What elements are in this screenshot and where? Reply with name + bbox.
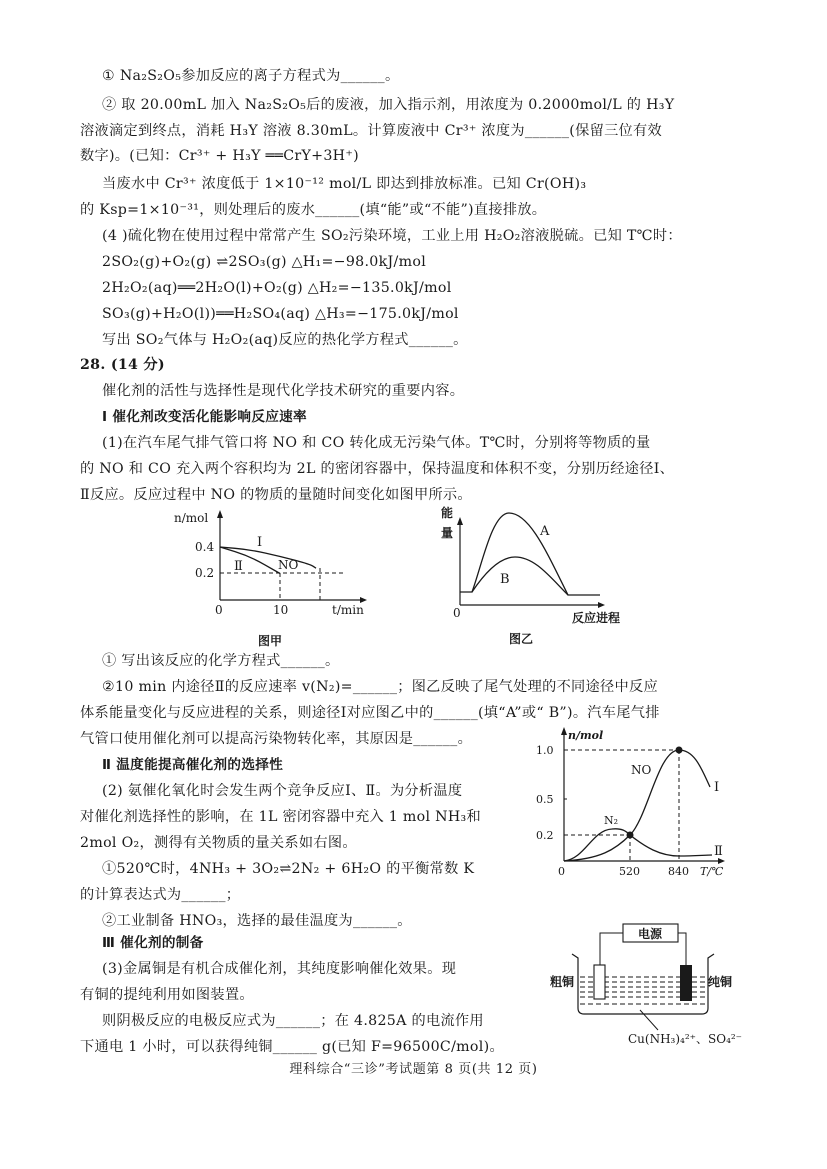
p2-q1b: 的计算表达式为______；	[80, 887, 241, 903]
q4-eq3: SO₃(g)+H₂O(l))══H₂SO₄(aq) △H₃=−175.0kJ/mol	[102, 306, 459, 322]
q3-sub2a: ② 取 20.00mL 加入 Na₂S₂O₅后的废液，加入指示剂，用浓度为 0.2000mol/L 的 H₃Y	[102, 97, 675, 113]
x-tick-520: 520	[619, 865, 640, 878]
y-axis-arrow-icon	[217, 510, 223, 518]
intersection-point-520	[627, 832, 634, 839]
p1-q2c: 气管口使用催化剂可以提高污染物转化率，其原因是______。	[80, 731, 473, 747]
origin-label: 0	[558, 865, 565, 878]
label-I: Ⅰ	[257, 535, 263, 550]
p3a: (3)金属铜是有机合成催化剂，其纯度影响催化效果。现	[102, 961, 457, 977]
p2b: 对催化剂选择性的影响，在 1L 密闭容器中充入 1 mol NH₃和	[80, 809, 481, 825]
x-axis-label: T/℃	[700, 865, 724, 878]
curve-B	[472, 557, 568, 595]
y-axis-label-1: 能	[441, 506, 454, 520]
pure-copper-electrode	[680, 965, 692, 1001]
x-axis-arrow-icon	[598, 602, 605, 608]
p1-q2a: ②10 min 内途径Ⅱ的反应速率 v(N₂)=______；图乙反映了尾气处理的不同途径中反应	[102, 679, 658, 695]
label-B: B	[500, 572, 510, 587]
y-axis-label: n/mol	[568, 729, 604, 742]
curve-N2	[564, 829, 712, 861]
y-tick-0.4: 0.4	[195, 540, 215, 554]
section-1-title: Ⅰ 催化剂改变活化能影响反应速率	[102, 409, 307, 425]
peak-point-840	[676, 747, 683, 754]
power-source-label: 电源	[637, 927, 663, 941]
y-axis-arrow-icon	[561, 727, 567, 735]
wire-right	[678, 933, 686, 965]
label-NO: NO	[631, 763, 652, 777]
label-NO: NO	[278, 558, 299, 572]
p2c: 2mol O₂，测得有关物质的量关系如右图。	[80, 835, 357, 851]
figure-temperature	[530, 725, 760, 885]
p2-q1a: ①520℃时，4NH₃ + 3O₂⇌2N₂ + 6H₂O 的平衡常数 K	[102, 861, 475, 877]
figure-jia	[160, 500, 380, 650]
q3-sub3b: 的 Ksp=1×10⁻³¹，则处理后的废水______(填“能”或“不能”)直接排放。	[80, 202, 547, 218]
q4-ask: 写出 SO₂气体与 H₂O₂(aq)反应的热化学方程式______。	[102, 332, 468, 348]
q28-intro: 催化剂的活性与选择性是现代化学技术研究的重要内容。	[102, 383, 465, 399]
p3-q1a: 则阴极反应的电极反应式为______；在 4.825A 的电流作用	[102, 1013, 484, 1029]
label-II: Ⅱ	[714, 844, 723, 859]
leader-line	[640, 1010, 658, 1030]
y-tick-0.2: 0.2	[536, 829, 554, 842]
caption-yi: 图乙	[509, 632, 534, 646]
p1-q2b: 体系能量变化与反应进程的关系，则途径Ⅰ对应图乙中的______(填“A”或“ B”)。汽车尾气排	[80, 705, 660, 721]
q3-sub1: ① Na₂S₂O₅参加反应的离子方程式为______。	[102, 68, 400, 84]
electrolyte-label: Cu(NH₃)₄²⁺、SO₄²⁻	[628, 1032, 743, 1046]
q4-eq1: 2SO₂(g)+O₂(g) ⇌2SO₃(g) △H₁=−98.0kJ/mol	[102, 254, 427, 270]
q28-heading: 28. (14 分)	[80, 357, 165, 373]
q3-sub2b: 溶液滴定到终点，消耗 H₃Y 溶液 8.30mL。计算废液中 Cr³⁺ 浓度为______(保留三位有效	[80, 123, 663, 139]
origin-label: 0	[453, 606, 461, 620]
label-A: A	[540, 524, 550, 539]
label-I: Ⅰ	[714, 780, 720, 795]
series-II-line	[220, 547, 280, 574]
q3-sub2c: 数字)。(已知：Cr³⁺ + H₃Y ══CrY+3H⁺)	[80, 148, 359, 164]
crude-copper-electrode	[594, 965, 605, 999]
q4-intro: (4 )硫化物在使用过程中常常产生 SO₂污染环境，工业上用 H₂O₂溶液脱硫。已知 T℃时：	[102, 228, 682, 244]
p2-q2: ②工业制备 HNO₃，选择的最佳温度为______。	[102, 913, 412, 929]
x-tick-10: 10	[273, 603, 289, 617]
p1-q1: ① 写出该反应的化学方程式______。	[102, 653, 340, 669]
y-tick-1.0: 1.0	[536, 744, 554, 757]
x-tick-840: 840	[668, 865, 689, 878]
crude-copper-label: 粗铜	[550, 975, 575, 989]
p1a: (1)在汽车尾气排气管口将 NO 和 CO 转化成无污染气体。T℃时，分别将等物质的量	[102, 435, 651, 451]
curve-A	[460, 513, 600, 595]
p3b: 有铜的提纯利用如图装置。	[80, 987, 254, 1003]
label-II: Ⅱ	[234, 559, 243, 574]
p2a: (2) 氨催化氧化时会发生两个竞争反应Ⅰ、Ⅱ。为分析温度	[102, 783, 463, 799]
p1c: Ⅱ反应。反应过程中 NO 的物质的量随时间变化如图甲所示。	[80, 487, 472, 503]
figure-yi	[420, 495, 650, 645]
page-footer: 理科综合“三诊”考试题第 8 页(共 12 页)	[289, 1062, 538, 1077]
q4-eq2: 2H₂O₂(aq)══2H₂O(l)+O₂(g) △H₂=−135.0kJ/mol	[102, 280, 452, 296]
wire-left	[600, 933, 623, 965]
label-N2: N₂	[604, 814, 619, 827]
figure-electrolysis-cell	[550, 910, 770, 1060]
y-axis-arrow-icon	[457, 517, 463, 525]
y-axis-label: n/mol	[174, 511, 209, 525]
beaker	[572, 954, 714, 1014]
caption-jia: 图甲	[258, 634, 283, 648]
p1b: 的 NO 和 CO 充入两个容积均为 2L 的密闭容器中，保持温度和体积不变，分别历经途径Ⅰ、	[80, 461, 675, 477]
pure-copper-label: 纯铜	[708, 975, 733, 989]
y-axis-label-2: 量	[441, 526, 454, 540]
y-tick-0.5: 0.5	[536, 793, 554, 806]
section-3-title: Ⅲ 催化剂的制备	[102, 935, 204, 951]
p3-q1b: 下通电 1 小时，可以获得纯铜______ g(已知 F=96500C/mol)。	[80, 1039, 504, 1055]
q3-sub3a: 当废水中 Cr³⁺ 浓度低于 1×10⁻¹² mol/L 即达到排放标准。已知 Cr(OH)₃	[102, 176, 587, 192]
y-tick-0.2: 0.2	[195, 566, 215, 580]
origin-label: 0	[215, 603, 223, 617]
section-2-title: Ⅱ 温度能提高催化剂的选择性	[102, 757, 284, 773]
x-axis-label: 反应进程	[572, 611, 621, 625]
x-axis-label: t/min	[332, 603, 364, 617]
